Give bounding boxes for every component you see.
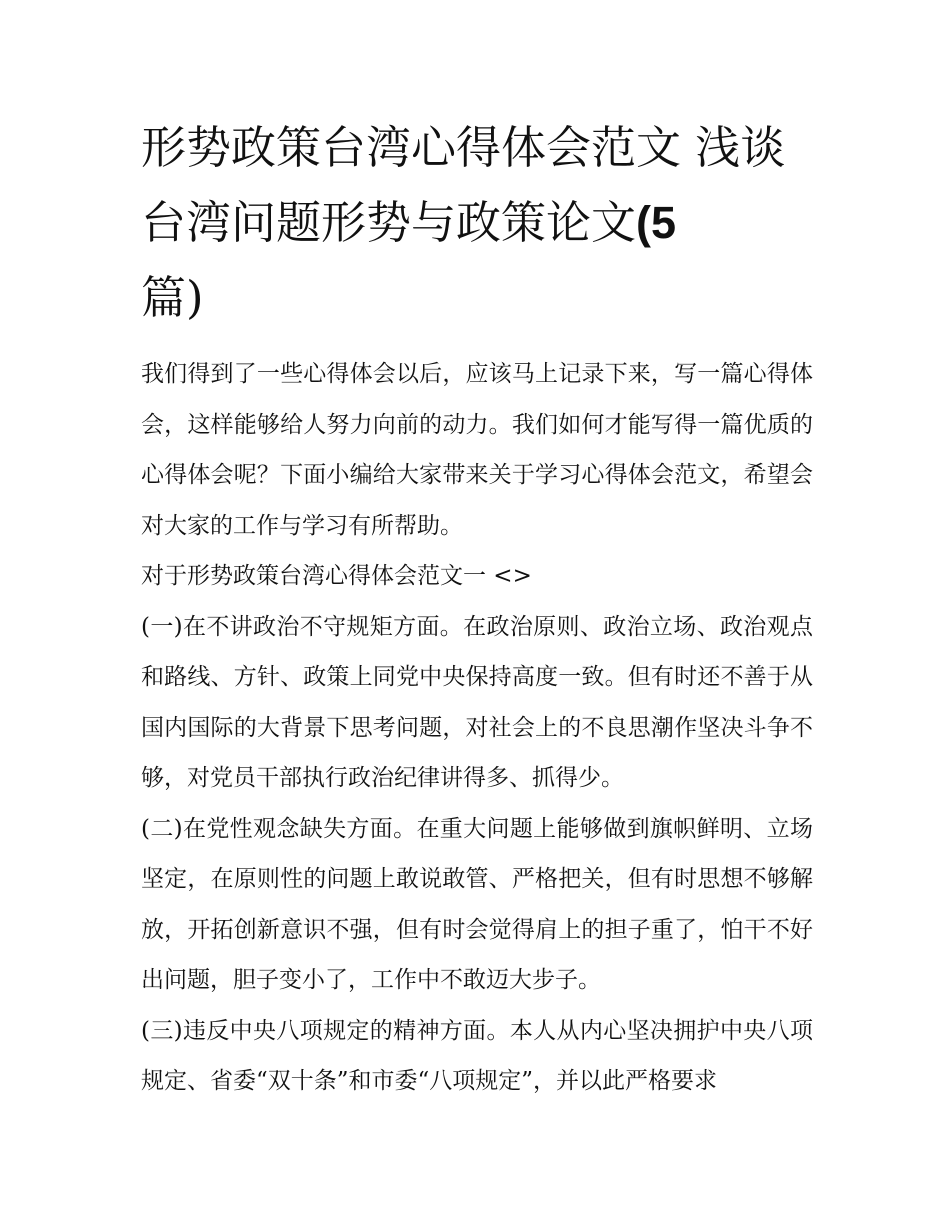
document-title (141, 110, 813, 335)
body-paragraph-2: (二)在党性观念缺失方面。在重大问题上能够做到旗帜鲜明、立场坚定，在原则性的问题上敢说敢管、严格把关，但有时思想不够解放，开拓创新意识不强，但有时会觉得肩上的担子重了，怕干不好出问题，胆子变小了，工作中不敢迈大步子。 (141, 815, 813, 993)
body-paragraph-1: (一)在不讲政治不守规矩方面。在政治原则、政治立场、政治观点和路线、方针、政策上同党中央保持高度一致。但有时还不善于从国内国际的大背景下思考问题，对社会上的不良思潮作坚决斗争不够，对党员干部执行政治纪律讲得多、抓得少。 (141, 613, 813, 791)
title-count-open: (5 (636, 197, 677, 248)
document-page (141, 110, 813, 1107)
intro-paragraph: 我们得到了一些心得体会以后，应该马上记录下来，写一篇心得体会，这样能够给人努力向前的动力。我们如何才能写得一篇优质的心得体会呢？下面小编给大家带来关于学习心得体会范文，希望会对大家的工作与学习有所帮助。 (141, 361, 813, 539)
title-count-close: 篇) (141, 271, 204, 324)
section-heading: 对于形势政策台湾心得体会范文一 <> (141, 563, 532, 589)
title-text: 形势政策台湾心得体会范文 浅谈台湾问题形势与政策论文 (141, 121, 786, 249)
body-paragraph-3: (三)违反中央八项规定的精神方面。本人从内心坚决拥护中央八项规定、省委“双十条”和市委“八项规定”，并以此严格要求 (141, 1017, 813, 1094)
